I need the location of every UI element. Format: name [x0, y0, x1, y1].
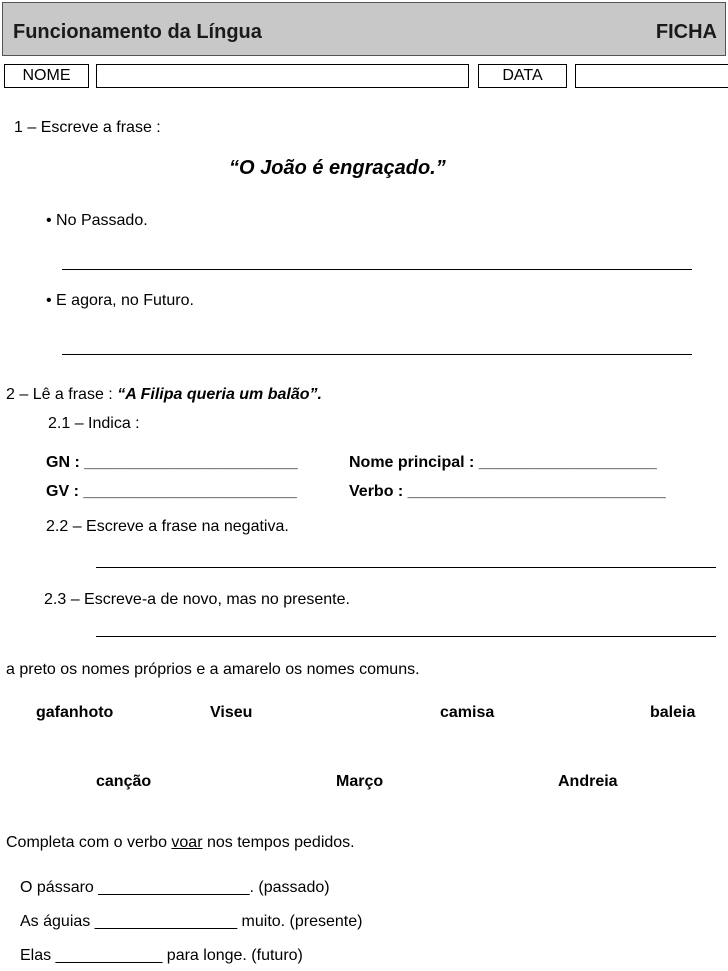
q3-prompt: a preto os nomes próprios e a amarelo os nomes comuns.: [6, 661, 420, 678]
q4-prompt: [6, 834, 355, 852]
q1-bullet-past: • No Passado.: [46, 212, 148, 229]
q2-prompt: [6, 386, 322, 404]
nome-field[interactable]: [96, 64, 469, 88]
q4-line-passado: O pássaro _________________. (passado): [20, 879, 330, 896]
q2-prompt-text: 2 – Lê a frase :: [6, 386, 118, 403]
worksheet-header: [2, 2, 726, 56]
q1-answer-line-future[interactable]: [62, 354, 692, 355]
data-field[interactable]: [575, 64, 728, 88]
q2-nome-principal: Nome principal : ____________________: [349, 454, 657, 471]
q2-answer-line-negative[interactable]: [96, 567, 716, 568]
word-baleia: baleia: [650, 704, 696, 721]
q1-sentence: “O João é engraçado.”: [229, 157, 446, 179]
q4-line-presente: As águias ________________ muito. (presente): [20, 913, 363, 930]
q1-answer-line-past[interactable]: [62, 269, 692, 270]
header-title: Funcionamento da Língua: [13, 21, 262, 43]
q2-answer-line-present[interactable]: [96, 636, 716, 637]
word-gafanhoto: gafanhoto: [36, 704, 114, 721]
nome-label: NOME: [4, 64, 89, 88]
q2-verbo: Verbo : _____________________________: [349, 483, 666, 500]
word-camisa: camisa: [440, 704, 495, 721]
word-viseu: Viseu: [210, 704, 253, 721]
q2-gn: GN : ________________________: [46, 454, 298, 471]
q2-sentence: “A Filipa queria um balão”.: [117, 386, 322, 403]
q2-sub2: 2.2 – Escreve a frase na negativa.: [46, 518, 289, 535]
header-ficha: FICHA: [655, 21, 717, 43]
q2-gv: GV : ________________________: [46, 483, 297, 500]
q4-prompt-end: nos tempos pedidos.: [202, 834, 355, 851]
word-andreia: Andreia: [558, 773, 618, 790]
q4-prompt-start: Completa com o verbo: [6, 834, 172, 851]
q4-verb: voar: [171, 834, 203, 851]
q1-bullet-future: • E agora, no Futuro.: [46, 292, 194, 309]
word-cancao: canção: [96, 773, 152, 790]
q2-sub3: 2.3 – Escreve-a de novo, mas no presente.: [44, 591, 350, 608]
q1-prompt: 1 – Escreve a frase :: [14, 119, 161, 136]
q4-line-futuro: Elas ____________ para longe. (futuro): [20, 947, 303, 964]
data-label: DATA: [478, 64, 567, 88]
q2-sub1: 2.1 – Indica :: [48, 415, 140, 432]
word-marco: Março: [336, 773, 384, 790]
